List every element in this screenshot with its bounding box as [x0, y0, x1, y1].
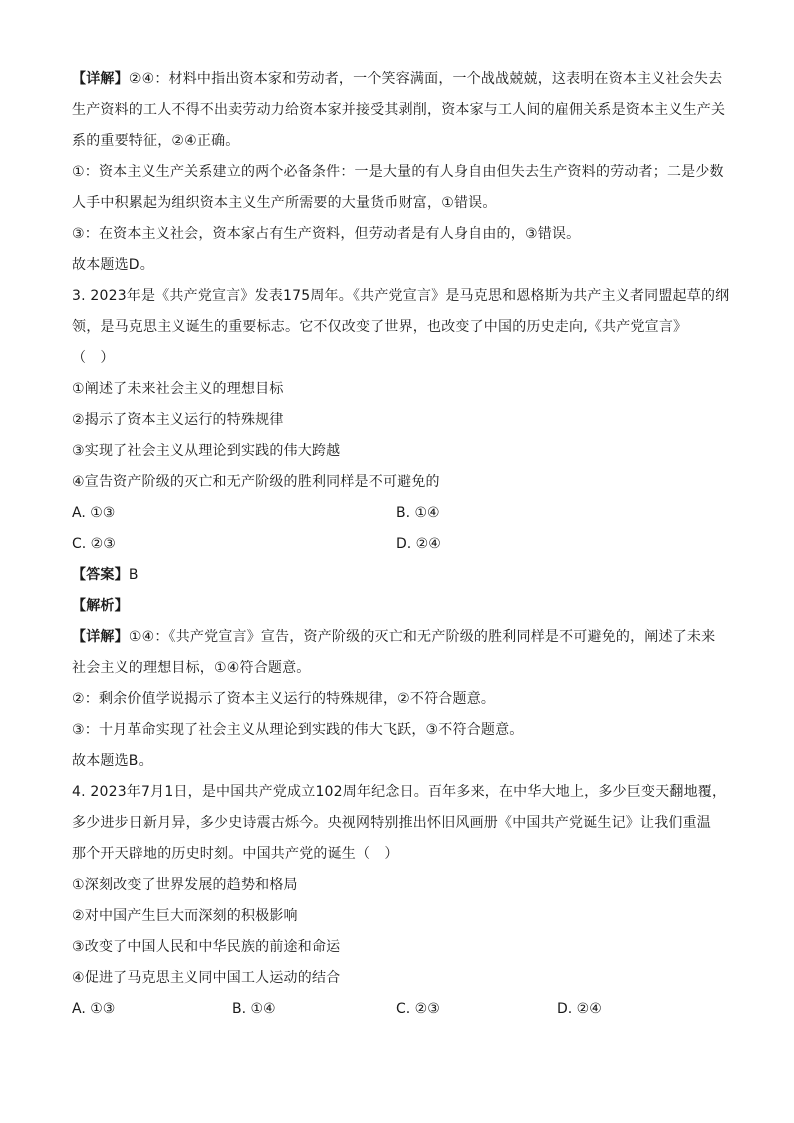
q3-option-b: B. ①④	[396, 505, 440, 521]
q3-detail-text-1: ①④：《共产党宣言》宣告，资产阶级的灭亡和无产阶级的胜利同样是不可避免的，阐述了未来	[128, 629, 716, 645]
q3-item-4: ④宣告资产阶级的灭亡和无产阶级的胜利同样是不可避免的	[72, 474, 440, 490]
q4-option-c: C. ②③	[396, 1001, 440, 1017]
q3-option-a: A. ①③	[72, 505, 116, 521]
q2-detail-text-1: ②④：材料中指出资本家和劳动者，一个笑容满面，一个战战兢兢，这表明在资本主义社会失去	[128, 71, 723, 87]
q3-point3-line: ③：十月革命实现了社会主义从理论到实践的伟大飞跃，③不符合题意。	[72, 722, 524, 738]
q2-detail-tag: 【详解】	[72, 71, 129, 87]
q4-item-2: ②对中国产生巨大而深刻的积极影响	[72, 908, 298, 924]
q4-stem-line-2: 多少进步日新月异，多少史诗震古烁今。央视网特别推出怀旧风画册《中国共产党诞生记》让我们重温	[72, 815, 711, 831]
q3-options-row-2	[72, 529, 722, 560]
q4-option-b: B. ①④	[232, 1001, 276, 1017]
q4-item-1: ①深刻改变了世界发展的趋势和格局	[72, 877, 298, 893]
q3-point2-line: ②：剩余价值学说揭示了资本主义运行的特殊规律，②不符合题意。	[72, 691, 496, 707]
q4-stem-line-1: 4. 2023年7月1日，是中国共产党成立102周年纪念日。百年多来，在中华大地上，多少巨变天翻地覆，	[72, 784, 727, 800]
q3-stem-line-1: 3. 2023年是《共产党宣言》发表175周年。《共产党宣言》是马克思和恩格斯为共产主义者同盟起草的纲	[72, 288, 730, 304]
q3-detail-tag: 【详解】	[72, 629, 129, 645]
q4-option-d: D. ②④	[557, 1001, 602, 1017]
q4-options-row	[72, 994, 722, 1025]
q3-option-d: D. ②④	[396, 536, 441, 552]
q2-detail-line-1	[72, 64, 722, 95]
q3-options-row-1	[72, 498, 722, 529]
q3-conclusion: 故本题选B。	[72, 753, 153, 769]
q4-option-a: A. ①③	[72, 1001, 116, 1017]
q3-option-c: C. ②③	[72, 536, 116, 552]
q2-point1-line-1: ①：资本主义生产关系建立的两个必备条件：一是大量的有人身自由但失去生产资料的劳动者；二是少数	[72, 164, 724, 180]
q3-answer-line	[72, 560, 722, 591]
q4-item-3: ③改变了中国人民和中华民族的前途和命运	[72, 939, 341, 955]
q3-item-1: ①阐述了未来社会主义的理想目标	[72, 381, 284, 397]
q3-analysis-tag: 【解析】	[72, 598, 129, 614]
q3-detail-line-2: 社会主义的理想目标，①④符合题意。	[72, 660, 311, 676]
q4-stem-line-3: 那个开天辟地的历史时刻。中国共产党的诞生（ ）	[72, 846, 399, 862]
q2-conclusion: 故本题选D。	[72, 257, 154, 273]
q3-item-3: ③实现了社会主义从理论到实践的伟大跨越	[72, 443, 341, 459]
q2-detail-line-2: 生产资料的工人不得不出卖劳动力给资本家并接受其剥削，资本家与工人间的雇佣关系是资本主义生产关	[72, 102, 726, 118]
q3-answer-tag: 【答案】	[72, 567, 129, 583]
q3-answer-value: B	[128, 567, 139, 583]
q2-point1-line-2: 人手中积累起为组织资本主义生产所需要的大量货币财富，①错误。	[72, 195, 497, 211]
q2-detail-line-3: 系的重要特征，②④正确。	[72, 133, 240, 149]
document-page	[72, 64, 730, 1025]
q4-item-4: ④促进了马克思主义同中国工人运动的结合	[72, 970, 341, 986]
q3-stem-line-3: （ ）	[72, 350, 115, 366]
q3-stem-line-2: 领，是马克思主义诞生的重要标志。它不仅改变了世界，也改变了中国的历史走向,《共产党宣言》	[72, 319, 688, 335]
q2-point3-line: ③：在资本主义社会，资本家占有生产资料，但劳动者是有人身自由的，③错误。	[72, 226, 581, 242]
q3-item-2: ②揭示了资本主义运行的特殊规律	[72, 412, 284, 428]
q3-detail-line-1	[72, 622, 722, 653]
